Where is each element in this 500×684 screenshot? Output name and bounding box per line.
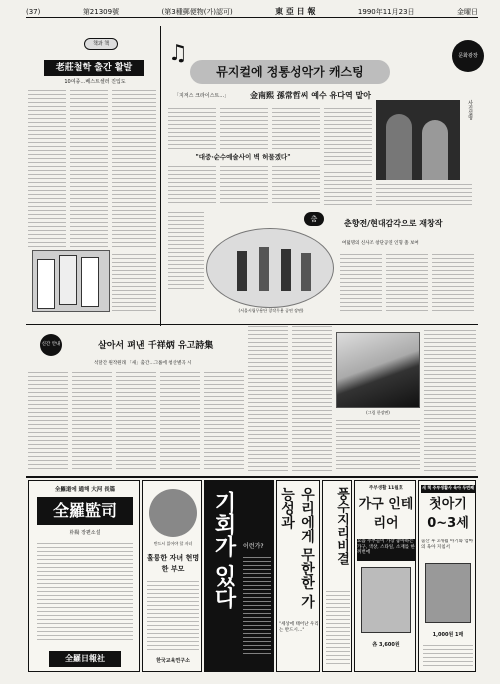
musical-body-col-9 [376,184,472,206]
ad6-body: 요즘 주부들이 가장 좋아하는 가구, 색상, 스타일, 소재를 한꺼번에 [357,539,415,561]
ad1-title: 全羅監司 [37,497,133,525]
ad7-footer [423,645,473,667]
book-cover-2 [59,255,77,305]
musical-body-col-2 [220,108,268,152]
ad5-body [326,591,350,667]
new-books-badge: 신간 안내 [40,334,62,356]
laozhuang-headline: 老莊철학 출간 활발 [44,60,144,76]
books-body-col-7 [292,326,332,472]
ad7-title: 첫아기 0~3세 [427,497,469,531]
music-note-icon: ♫ [168,41,188,66]
musical-quote: "대중·순수예술사이 벽 허물겠다" [195,153,291,161]
musical-body-col-8 [324,172,372,206]
ad-first-baby [418,480,476,672]
laozhuang-body-col-3 [112,90,156,250]
books-body-col-2 [72,372,112,472]
musical-subhead-right: 金南熙 孫常哲씨 예수 유다역 맡아 [250,90,371,100]
ad2-title: 훌륭한 자녀 현명한 부모 [146,554,200,573]
dance-tag: 춤 [304,212,324,226]
laozhuang-body-col-4 [112,254,156,314]
page-header [26,6,478,18]
ad3-body [243,557,271,657]
ads-divider [26,476,478,478]
section-divider [26,324,478,325]
ad7-book-cover [425,563,471,623]
dance-photo [206,228,334,308]
ad-infinite-possibility [276,480,320,672]
dancer-figure-4 [301,253,311,291]
column-divider [160,26,161,326]
musical-body-col-1 [168,108,216,152]
books-column-badge: 책과 책 [84,38,118,50]
ad2-body [147,581,199,651]
ad4-quote: "세상에 태어난 우리는 반드시…" [279,622,319,633]
musical-body-col-4 [324,108,372,168]
books-body-col-1 [28,372,68,472]
musical-headline: 뮤지컬에 정통성악가 캐스팅 [190,60,390,84]
ad-jeolla-gamsa [28,480,140,672]
painting-photo [336,332,420,408]
newspaper-name: 東 亞 日 報 [275,7,316,16]
ad2-author-photo [149,489,197,537]
art-body-col-1 [424,330,476,472]
ad1-author: 朴陽 장편소설 [69,530,101,536]
book-covers-photo [32,250,110,312]
dance-body-col-2 [386,254,428,314]
ad2-publisher: 한국교육연구소 [156,658,190,664]
ad-opportunity [204,480,274,672]
ad-good-children [142,480,202,672]
ad4-title: 우리에게 무한한 가능성과 [279,487,315,609]
ad7-price: 1,000원 1매 [432,632,464,638]
laozhuang-body-col-2 [70,90,108,250]
ad6-price: 各 3,600원 [372,642,400,648]
books-body-col-6 [248,326,288,472]
book-cover-3 [81,257,99,307]
dance-headline: 춘향전/현대감각으로 재창작 [344,219,443,228]
registration-note: (第3種郵便物(가)認可) [161,7,233,16]
ad1-publisher: 全羅日報社 [49,651,121,667]
musical-body-col-7 [272,166,320,206]
ad-furniture-interior [354,480,416,672]
dance-subhead: 여덟명의 신사조 창단공연 인형 춤 보여 [342,241,419,246]
books-body-col-4 [160,372,200,472]
ad-feng-shui [322,480,352,672]
musical-body-col-6 [220,166,268,206]
musical-cast-photo [376,100,460,180]
ad3-sub: 이런가? [243,543,264,550]
issue-number: 第21309號 [82,7,120,16]
ad2-line1: 반드시 읽어야 할 자녀 [153,541,193,546]
musical-body-col-3 [272,108,320,152]
dance-photo-caption: (서울시립무용단 창작무용 공연 장면) [238,308,304,313]
actor-figure-1 [386,114,412,180]
ad6-title: 가구 인테리어 [358,497,414,531]
laozhuang-subhead: 10여종…베스트셀러 진입도 [64,79,126,85]
dance-body-col-left-1 [168,212,204,292]
book-cover-1 [37,259,55,309]
ad1-top-text: 全羅道에 通해 大河 長篇 [54,487,116,493]
painting-caption: (그림 한장면) [366,410,390,415]
publication-date: 1990年11月23日 [357,7,415,16]
ad6-magazine-cover [361,567,411,633]
dancer-figure-3 [281,249,291,291]
art-body-col-2 [336,420,420,472]
ad3-title: 기회가 있다 [211,491,236,609]
ad1-body [37,543,133,643]
dancer-figure-1 [237,251,247,291]
musical-body-col-5 [168,166,216,206]
page-number: (37) [26,7,41,16]
culture-plaza-badge: 문화광장 [452,40,484,72]
ad7-body: 출산 후 3개월 아기와 엄마의 육아 지침서 [421,539,474,550]
cheon-sangbyeong-headline: 살아서 펴낸 千祥炳 유고詩集 [98,341,214,351]
ad6-top: 주부생활 11월호 [369,486,403,491]
books-body-col-3 [116,372,156,472]
weekday: 金曜日 [456,7,478,16]
laozhuang-body-col-1 [28,90,66,250]
dance-body-col-3 [432,254,474,314]
ad5-title: 풍수지리비결 [334,487,349,565]
side-caption: 사진설명 [467,100,473,120]
dancer-figure-2 [259,247,269,291]
ad7-top: 새 책 주부생활사 육아 두번째 [421,485,475,493]
musical-subhead-left: 「지저스 크라이스트…」 [174,93,230,99]
cheon-sangbyeong-subhead: 석달간 원작원래 「새」출간…그룹에 청산별곡 시 [94,361,192,366]
books-body-col-5 [204,372,244,472]
dance-body-col-1 [340,254,382,314]
actor-figure-2 [422,120,448,180]
